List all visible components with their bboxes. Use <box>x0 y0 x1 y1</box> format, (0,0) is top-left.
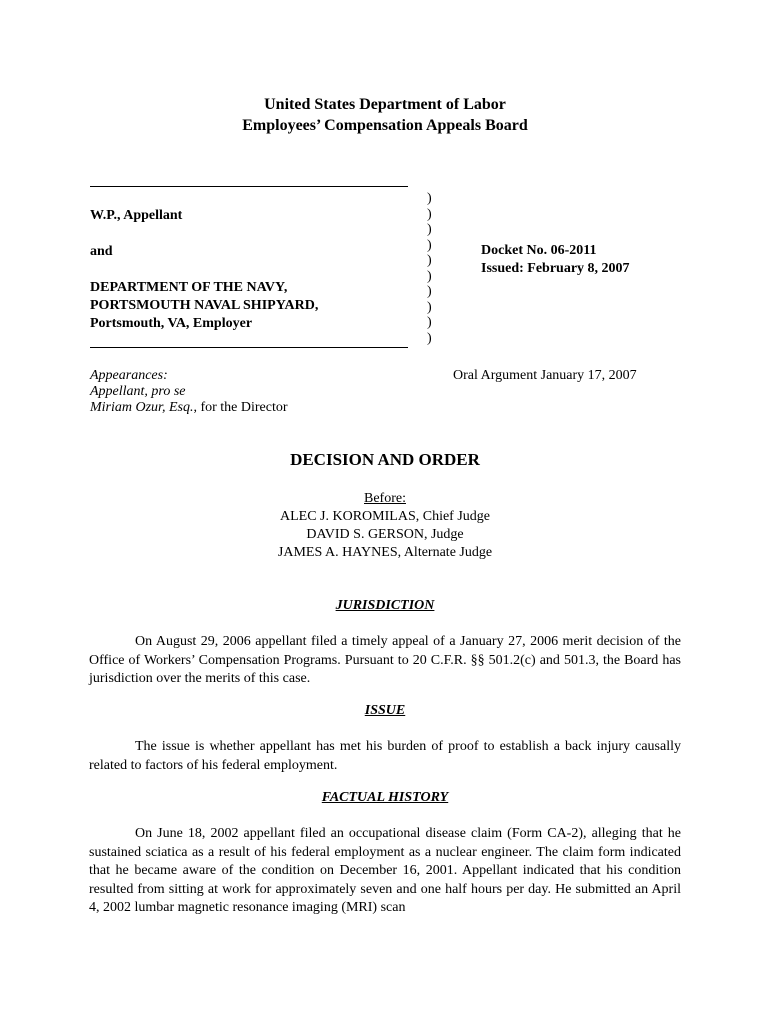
counsel-role: , for the Director <box>193 400 288 415</box>
decision-title: DECISION AND ORDER <box>290 450 480 469</box>
paren: ) <box>427 206 432 222</box>
judge-line: JAMES A. HAYNES, Alternate Judge <box>277 545 493 560</box>
factual-history-paragraph: On June 18, 2002 appellant filed an occupational disease claim (Form CA-2), alleging that he sustained sciatica as a result of his federal employment as a nuclear engineer. The claim form indicated that he became aware of the condition on December 16, 2001. Appellant indicated that his condition resulted from sitting at work for approximately seven and one half hours per day. He submitted an April 4, 2002 lumbar magnetic resonance imaging (MRI) scan <box>89 826 681 915</box>
docket-number: Docket No. 06-2011 <box>481 243 597 258</box>
before-label: Before: <box>364 491 406 506</box>
appellant-name: W.P., Appellant <box>90 208 183 223</box>
caption-and: and <box>90 244 113 259</box>
issued-date: Issued: February 8, 2007 <box>481 261 630 276</box>
caption-top-rule <box>90 186 408 187</box>
employer-line-2: PORTSMOUTH NAVAL SHIPYARD, <box>90 298 319 313</box>
appearances-label: Appearances: <box>90 368 168 383</box>
paren: ) <box>427 222 432 237</box>
paren: ) <box>427 237 432 253</box>
counsel-appearance <box>90 400 288 416</box>
oral-argument-date: Oral Argument January 17, 2007 <box>453 368 637 383</box>
appellant-appearance: Appellant, pro se <box>90 384 186 399</box>
jurisdiction-heading: JURISDICTION <box>335 598 435 613</box>
paren: ) <box>427 315 432 330</box>
employer-line-3: Portsmouth, VA, Employer <box>90 316 253 331</box>
counsel-name: Miriam Ozur, Esq. <box>90 400 194 415</box>
issue-paragraph: The issue is whether appellant has met his burden of proof to establish a back injury causally related to factors of his federal employment. <box>89 739 681 773</box>
paren: ) <box>427 330 432 346</box>
caption-bottom-rule <box>90 347 408 348</box>
judge-line: ALEC J. KOROMILAS, Chief Judge <box>280 509 490 524</box>
caption-paren-column <box>427 191 439 346</box>
factual-history-heading: FACTUAL HISTORY <box>321 790 449 805</box>
paren: ) <box>427 268 432 284</box>
jurisdiction-paragraph: On August 29, 2006 appellant filed a timely appeal of a January 27, 2006 merit decision of the Office of Workers’ Compensation Programs. Pursuant to 20 C.F.R. §§ 501.2(c) and 501.3, the Board has jurisdiction over the merits of this case. <box>89 634 681 686</box>
paren: ) <box>427 284 432 299</box>
agency-title: United States Department of Labor <box>264 96 506 113</box>
issue-heading: ISSUE <box>364 703 406 718</box>
judge-line: DAVID S. GERSON, Judge <box>306 527 464 542</box>
paren: ) <box>427 191 432 206</box>
employer-line-1: DEPARTMENT OF THE NAVY, <box>90 280 288 295</box>
board-title: Employees’ Compensation Appeals Board <box>242 117 528 134</box>
paren: ) <box>427 253 432 268</box>
paren: ) <box>427 299 432 315</box>
